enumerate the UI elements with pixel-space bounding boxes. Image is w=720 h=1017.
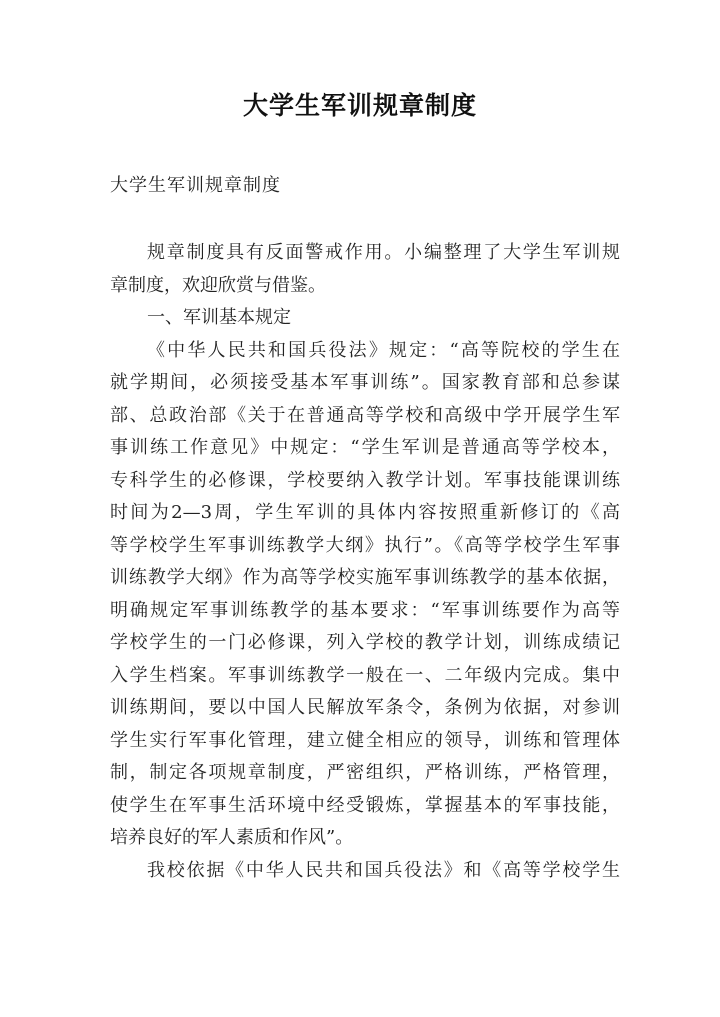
paragraph-line: 学生实行军事化管理，建立健全相应的领导，训练和管理体 (110, 729, 620, 751)
paragraph-line: 等学校学生军事训练教学大纲》执行”。《高等学校学生军事 (110, 534, 620, 556)
paragraph-line: 《中华人民共和国兵役法》规定：“高等院校的学生在 (147, 339, 620, 361)
paragraph-line: 培养良好的军人素质和作风”。 (110, 827, 354, 848)
paragraph-line: 制，制定各项规章制度，严密组织，严格训练，严格管理， (110, 762, 620, 783)
paragraph-line: 使学生在军事生活环境中经受锻炼，掌握基本的军事技能， (110, 794, 620, 816)
document-subtitle: 大学生军训规章制度 (110, 175, 281, 196)
paragraph-line: 就学期间，必须接受基本军事训练”。国家教育部和总参谋 (110, 372, 620, 393)
paragraph-line: 我校依据《中华人民共和国兵役法》和《高等学校学生 (147, 859, 620, 881)
paragraph-line: 规章制度具有反面警戒作用。小编整理了大学生军训规 (147, 242, 620, 263)
paragraph-line: 专科学生的必修课，学校要纳入教学计划。军事技能课训练 (110, 469, 620, 491)
document-title: 大学生军训规章制度 (242, 91, 477, 120)
paragraph-line: 入学生档案。军事训练教学一般在一、二年级内完成。集中 (110, 664, 620, 686)
paragraph-line: 训练教学大纲》作为高等学校实施军事训练教学的基本依据， (110, 567, 620, 588)
paragraph-line: 学校学生的一门必修课，列入学校的教学计划，训练成绩记 (110, 632, 620, 653)
paragraph-line: 训练期间，要以中国人民解放军条令，条例为依据，对参训 (110, 697, 620, 718)
paragraph-line: 章制度，欢迎欣赏与借鉴。 (110, 274, 326, 296)
paragraph-line: 事训练工作意见》中规定：“学生军训是普通高等学校本， (110, 437, 620, 458)
paragraph-line: 明确规定军事训练教学的基本要求：“军事训练要作为高等 (110, 599, 620, 621)
document-body (110, 237, 620, 887)
paragraph-line: 时间为2—3周，学生军训的具体内容按照重新修订的《高 (110, 502, 620, 523)
paragraph-line: 部、总政治部《关于在普通高等学校和高级中学开展学生军 (110, 404, 620, 426)
paragraph-line: 一、军训基本规定 (147, 307, 291, 328)
